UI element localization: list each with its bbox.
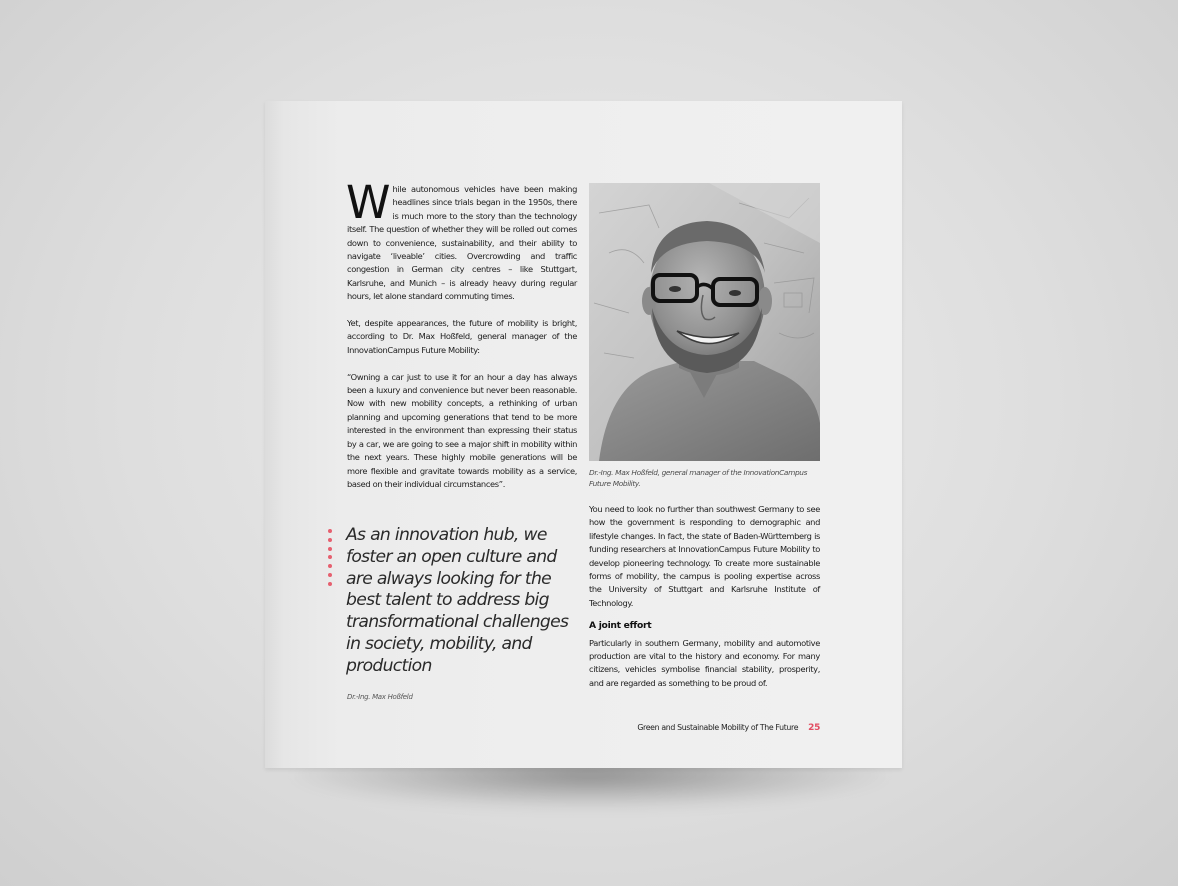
left-column bbox=[346, 176, 577, 505]
right-column bbox=[589, 503, 820, 690]
paragraph-5: Particularly in southern Germany, mobility and automotive production are vital to the history and economy. For many citizens, vehicles symbolise financial stability, prosperity, and are regarded as something to be proud of. bbox=[589, 637, 820, 688]
magazine-page bbox=[265, 101, 902, 768]
paragraph-4: You need to look no further than southwest Germany to see how the government is responding to demographic and lifestyle changes. In fact, the state of Baden-Württemberg is funding researchers at InnovationCampus Future Mobility to develop pioneering technology. To create more sustainable forms of mobility, the campus is pooling expertise across the University of Stuttgart and Karlsruhe Institute of Technology. bbox=[589, 504, 820, 608]
footer-title: Green and Sustainable Mobility of The Future bbox=[637, 723, 799, 732]
portrait-photo bbox=[589, 183, 820, 461]
photo-caption: Dr.-Ing. Max Hoßfeld, general manager of the InnovationCampus Future Mobility. bbox=[589, 468, 808, 488]
page-footer bbox=[565, 723, 820, 733]
paragraph-2: Yet, despite appearances, the future of mobility is bright, according to Dr. Max Hoßfeld, general manager of the InnovationCampus Future Mobility: bbox=[347, 318, 577, 355]
dotted-decoration-icon bbox=[328, 529, 334, 591]
portrait-photo-icon bbox=[589, 183, 820, 461]
paragraph-3: “Owning a car just to use it for an hour a day has always been a luxury and convenience but never been reasonable. Now with new mobility concepts, a rethinking of urban planning and upcoming generations that tend to be more interested in the environment than expressing their status by a car, we are going to see a major shift in mobility within the next years. These highly mobile generations will be more flexible and gravitate towards mobility as a service, based on their individual circumstances”. bbox=[347, 371, 577, 489]
pull-quote: As an innovation hub, we foster an open culture and are always looking for the best talent to address big transformational challenges in society, mobility, and production bbox=[346, 525, 569, 676]
intro-paragraph bbox=[346, 176, 577, 304]
page-number: 25 bbox=[808, 723, 820, 733]
pull-quote-author: Dr.-Ing. Max Hoßfeld bbox=[347, 693, 413, 701]
intro-text: hile autonomous vehicles have been making headlines since trials began in the 1950s, there is much more to the story than the technology itself. The question of whether they will be rolled out comes down to convenience, sustainability, and their ability to navigate ‘liveable’ cities. Overcrowding and traffic congestion in German city centres – like Stuttgart, Karlsruhe, and Munich – is already heavy during regular hours, let alone standard commuting times. bbox=[347, 184, 577, 302]
subheading: A joint effort bbox=[589, 620, 652, 632]
drop-cap: W bbox=[346, 176, 389, 229]
